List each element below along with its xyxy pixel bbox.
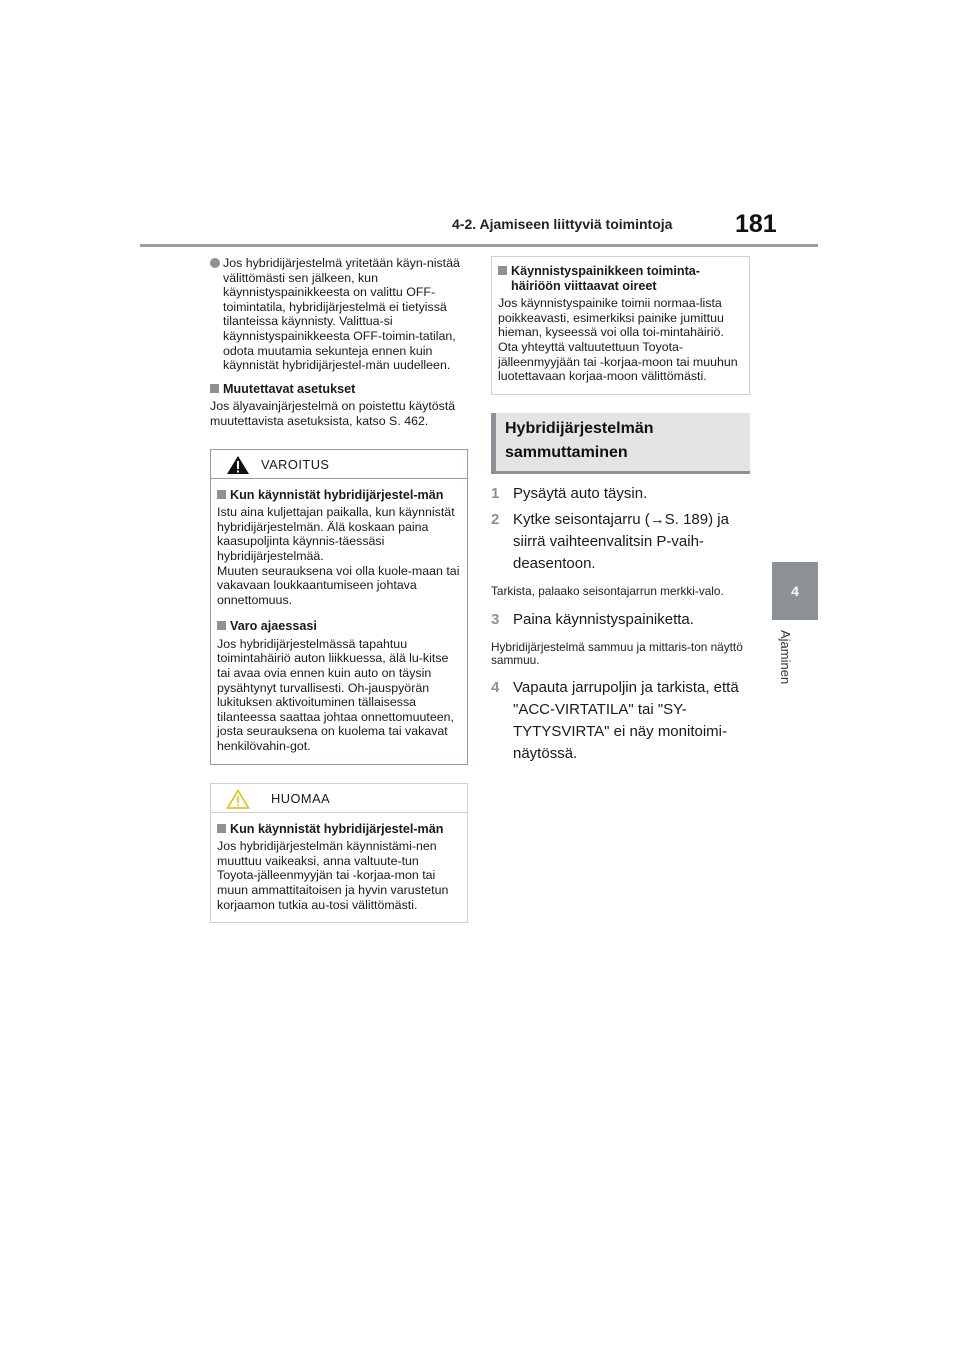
square-bullet-icon: [217, 824, 226, 833]
step-3-note: Hybridijärjestelmä sammuu ja mittaris-ton näyttö sammuu.: [491, 639, 743, 668]
arrow-right-icon: →: [649, 510, 665, 528]
header-rule: [140, 244, 818, 247]
caution-triangle-outline-icon: [226, 789, 250, 809]
step-2: [491, 509, 750, 575]
step-text: Pysäytä auto täysin.: [513, 484, 648, 502]
trouble-heading: [498, 264, 743, 293]
settings-text: Jos älyavainjärjestelmä on poistettu käytöstä muutettavista asetuksista, katso S. 462.: [210, 399, 456, 428]
notice-sub-title: Kun käynnistät hybridijärjestel-män: [230, 821, 444, 836]
step-text-b: S. 189) ja siirrä vaihteenvalitsin P-vaih-deasentoon.: [513, 510, 729, 572]
warning-triangle-icon: [226, 455, 250, 475]
step-1: [491, 483, 750, 505]
warning-sub2-text: Jos hybridijärjestelmässä tapahtuu toimintahäiriö auton liikkuessa, älä lu-kitse tai avaa ovia ennen kuin auto on täysin pysähtynyt turvallisesti. Oh-jauspyörän lukituksen aktivoituminen tällaisessa tilanteessa saattaa johtaa onnettomuuteen, josta seurauksena on kuolema tai vakavat henkilövahin-got.: [217, 636, 454, 754]
step-number: 1: [491, 484, 500, 502]
page-number: 181: [735, 210, 777, 238]
square-bullet-icon: [217, 621, 226, 630]
section-title-line2: sammuttaminen: [505, 443, 628, 461]
step-number: 2: [491, 510, 500, 528]
notice-sub-text: Jos hybridijärjestelmän käynnistämi-nen muuttuu vaikeaksi, anna valtuute-tun Toyota-jälleenmyyjän tai -korjaa-mon tai muun ammattitaitoisen ja hyvin varustetun korjaamon tutkia au-tosi välittömästi.: [217, 839, 449, 912]
trouble-title: Käynnistyspainikkeen toiminta-häiriöön viittaavat oireet: [511, 264, 700, 293]
trouble-box: [491, 256, 750, 395]
step-text: Paina käynnistyspainiketta.: [513, 610, 694, 628]
warning-sub1-text2: Muuten seurauksena voi olla kuole-maan tai vakavaan loukkaantumiseen johtava onnettomuus.: [217, 563, 460, 607]
chapter-tab: 4: [772, 562, 818, 620]
warning-sub1-text: Istu aina kuljettajan paikalla, kun käynnistät hybridijärjestelmän. Älä koskaan paina kaasupoljinta käynnis-täessäsi hybridijärjestelmää.: [217, 505, 455, 563]
step-4: [491, 677, 750, 765]
settings-heading: [210, 382, 468, 397]
notice-box: [210, 783, 468, 924]
settings-title: Muutettavat asetukset: [223, 381, 356, 396]
chapter-label: Ajaminen: [778, 630, 793, 685]
trouble-text: Jos käynnistyspainike toimii normaa-lista poikkeavasti, esimerkiksi painike jumittuu hieman, kyseessä voi olla toi-mintahäiriö. Ota yhteyttä valtuutettuun Toyota-jälleenmyyjään tai -korjaa-moon tai muuhun luotettavaan korjaa-moon välittömästi.: [498, 296, 738, 384]
square-bullet-icon: [210, 384, 219, 393]
warning-sub1-heading: [217, 488, 461, 503]
bullet-dot-icon: [210, 258, 220, 268]
section-title: [491, 413, 750, 474]
square-bullet-icon: [217, 490, 226, 499]
warning-sub1-title: Kun käynnistät hybridijärjestel-män: [230, 487, 444, 502]
info-bullet: [210, 256, 468, 373]
notice-header: [211, 784, 467, 813]
chapter-label-container: [778, 630, 808, 770]
section-title-line1: Hybridijärjestelmän: [505, 419, 654, 437]
step-text: Vapauta jarrupoljin ja tarkista, että "ACC-VIRTATILA" tai "SY-TYTYSVIRTA" ei näy monitoimi-näytössä.: [513, 679, 739, 763]
step-3: [491, 609, 750, 631]
step-2-note: Tarkista, palaako seisontajarrun merkki-valo.: [491, 583, 724, 598]
section-header: 4-2. Ajamiseen liittyviä toimintoja: [452, 216, 673, 232]
square-bullet-icon: [498, 266, 507, 275]
notice-sub-heading: [217, 822, 461, 837]
left-column: [210, 256, 468, 923]
info-bullet-text: Jos hybridijärjestelmä yritetään käyn-nistää välittömästi sen jälkeen, kun käynnistyspainikkeesta on valittu OFF-toimintatila, hybridijärjestelmä ei tietyissä tilanteissa käynnisty. Valittua-si käynnistyspainikkeesta OFF-toimin-tatilan, odota muutamia sekunteja ennen kuin käynnistät hybridijärjestel-män uudelleen.: [223, 256, 460, 373]
warning-box: [210, 449, 468, 765]
step-number: 3: [491, 610, 500, 628]
right-column: [491, 256, 750, 765]
step-number: 4: [491, 679, 500, 697]
warning-sub2-heading: [217, 619, 461, 634]
notice-title: HUOMAA: [271, 790, 331, 806]
step-text-a: Kytke seisontajarru (: [513, 510, 650, 528]
warning-sub2-title: Varo ajaessasi: [230, 619, 317, 634]
warning-title: VAROITUS: [261, 456, 330, 472]
warning-header: [211, 450, 467, 479]
